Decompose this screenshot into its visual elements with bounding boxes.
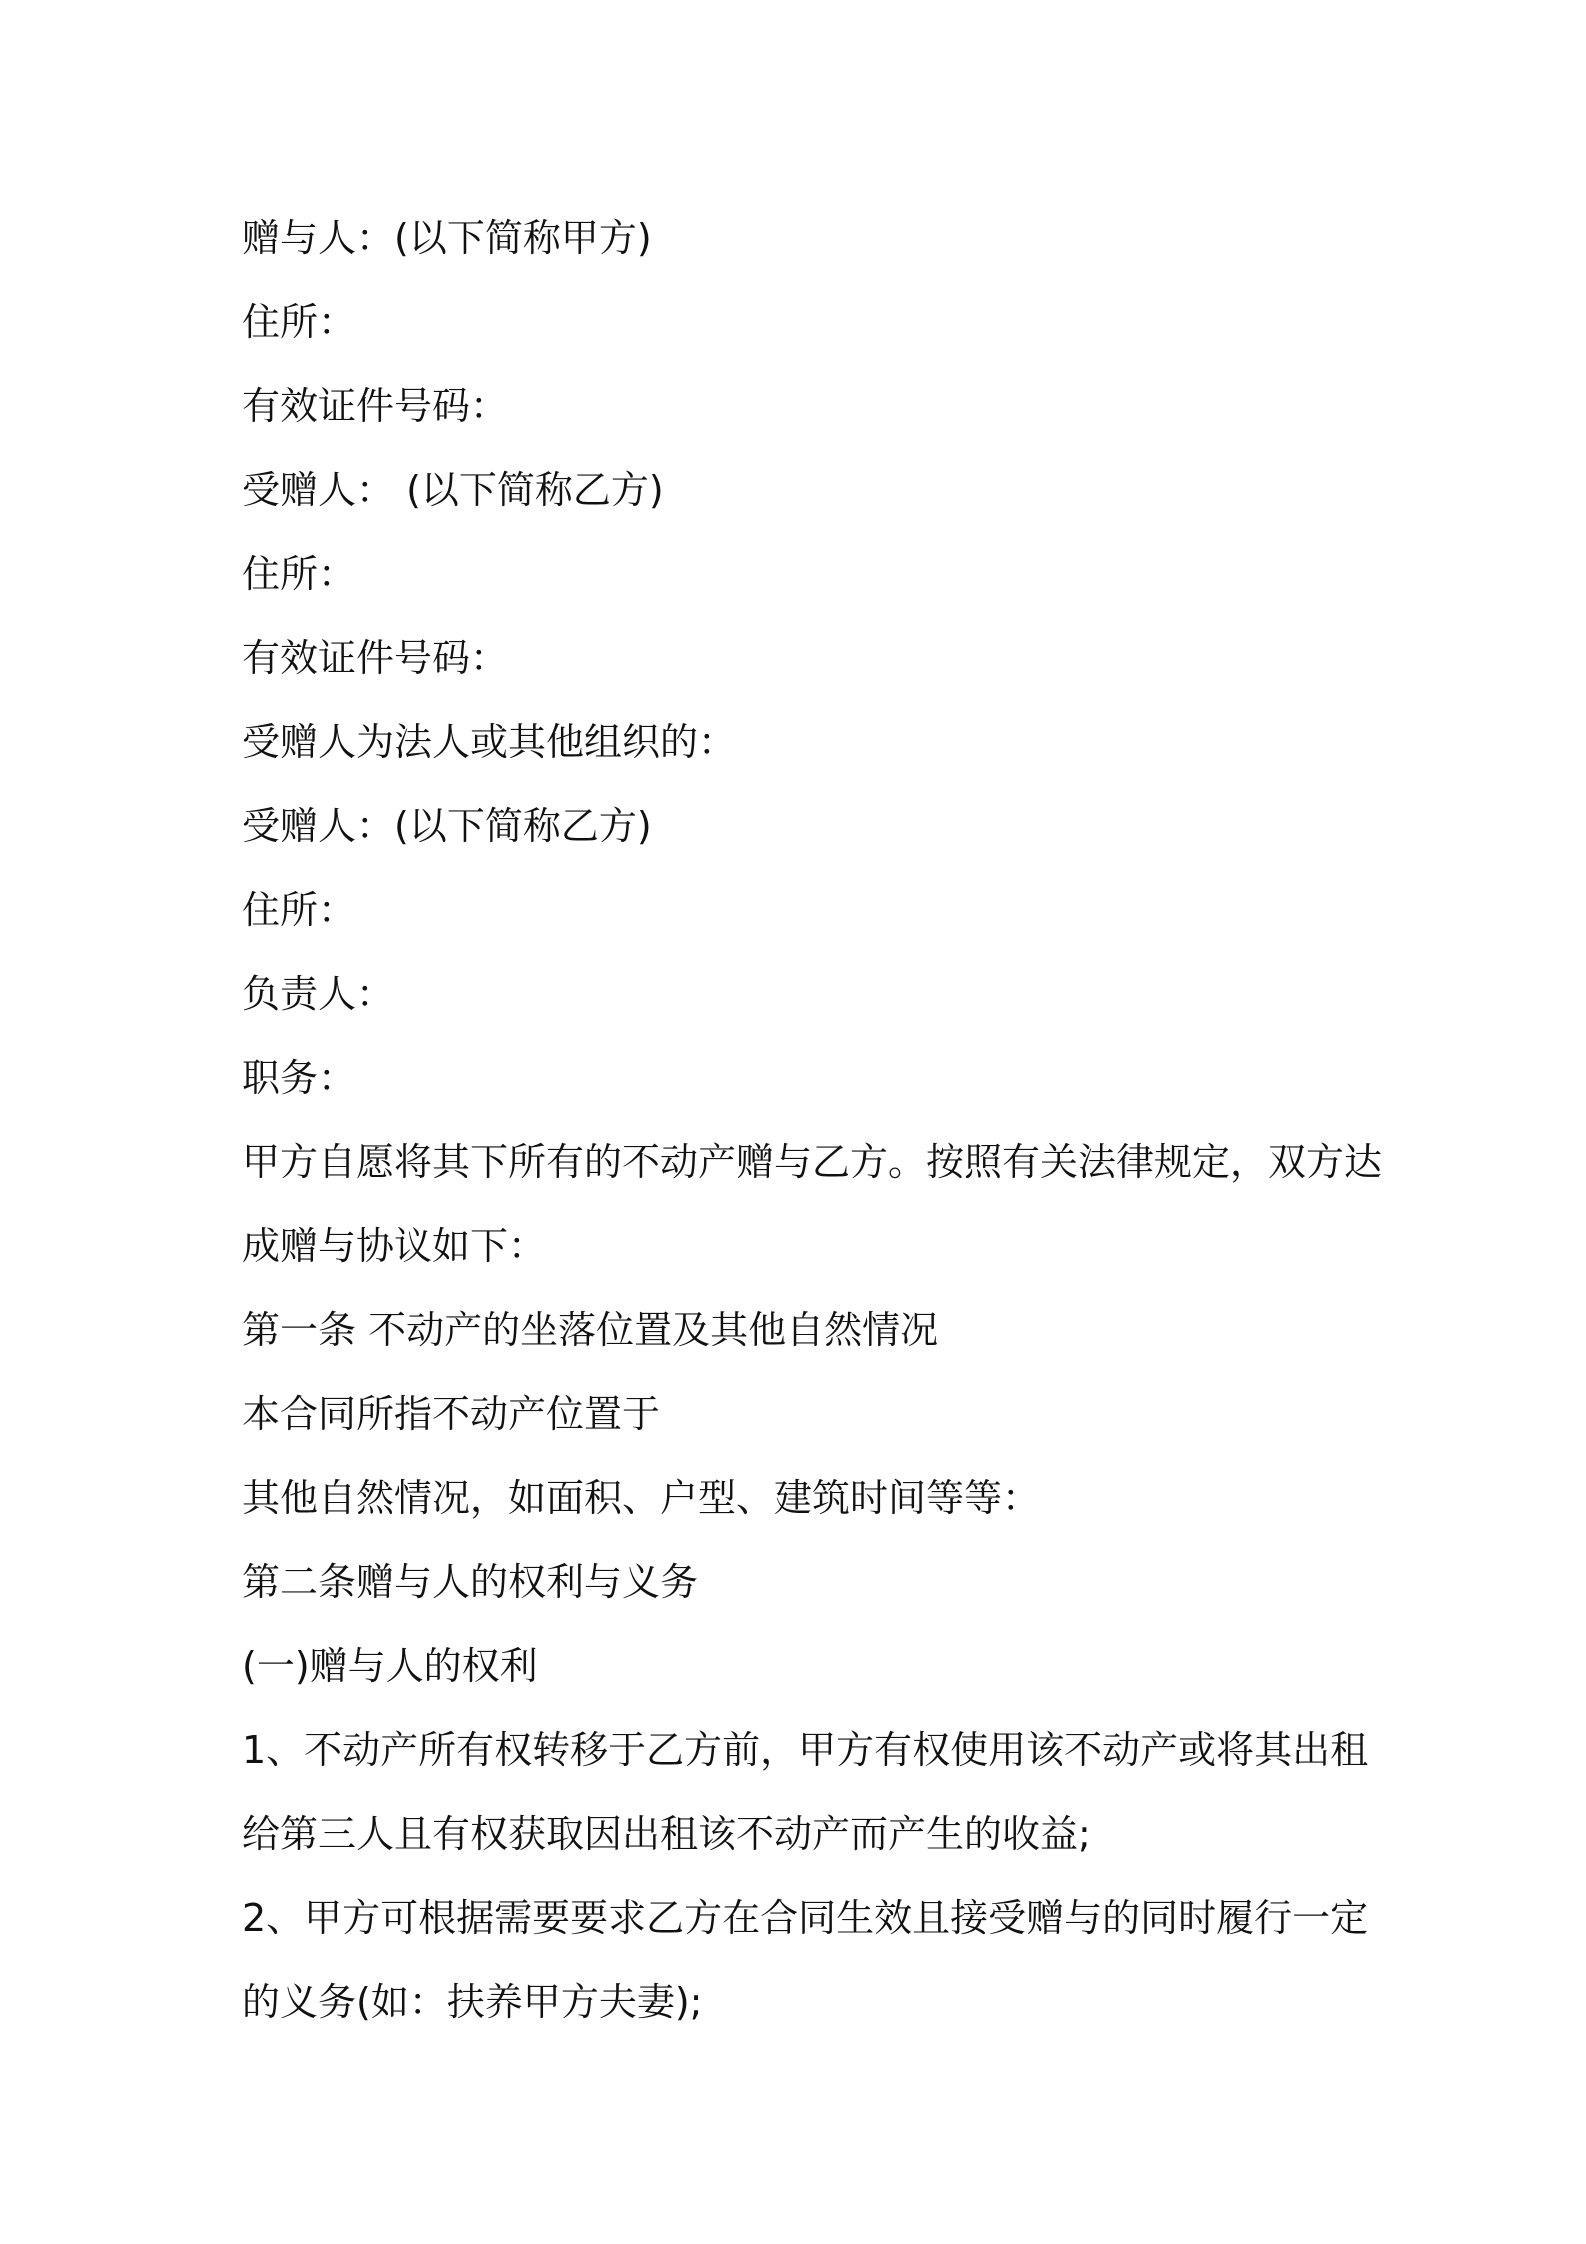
donor-id-line: 有效证件号码： <box>242 384 509 428</box>
preamble-line-1: 甲方自愿将其下所有的不动产赠与乙方。按照有关法律规定，双方达 <box>242 1140 1383 1184</box>
document-body <box>242 196 1383 2044</box>
donor-rights-heading: (一)赠与人的权利 <box>242 1644 538 1688</box>
article-1-heading: 第一条 不动产的坐落位置及其他自然情况 <box>242 1308 939 1352</box>
right-2-line-1: 2、甲方可根据需要要求乙方在合同生效且接受赠与的同时履行一定 <box>242 1896 1369 1940</box>
donee-line: 受赠人： (以下简称乙方) <box>242 468 664 512</box>
position-line: 职务： <box>242 1056 357 1100</box>
right-1-line-1: 1、不动产所有权转移于乙方前，甲方有权使用该不动产或将其出租 <box>242 1728 1369 1772</box>
donee-address-line: 住所： <box>242 552 357 596</box>
article-2-heading: 第二条赠与人的权利与义务 <box>242 1560 699 1604</box>
responsible-person-line: 负责人： <box>242 972 395 1016</box>
property-details-line: 其他自然情况，如面积、户型、建筑时间等等： <box>242 1476 1041 1520</box>
organization-donee-heading: 受赠人为法人或其他组织的： <box>242 720 737 764</box>
donor-address-line: 住所： <box>242 300 357 344</box>
organization-donee-line: 受赠人：(以下简称乙方) <box>242 804 652 848</box>
donor-line: 赠与人：(以下简称甲方) <box>242 216 652 260</box>
donee-id-line: 有效证件号码： <box>242 636 509 680</box>
preamble-line-2: 成赠与协议如下： <box>242 1224 547 1268</box>
right-1-line-2: 给第三人且有权获取因出租该不动产而产生的收益; <box>242 1812 1091 1856</box>
right-2-line-2: 的义务(如：扶养甲方夫妻); <box>242 1980 703 2024</box>
property-location-line: 本合同所指不动产位置于 <box>242 1392 661 1436</box>
organization-address-line: 住所： <box>242 888 357 932</box>
